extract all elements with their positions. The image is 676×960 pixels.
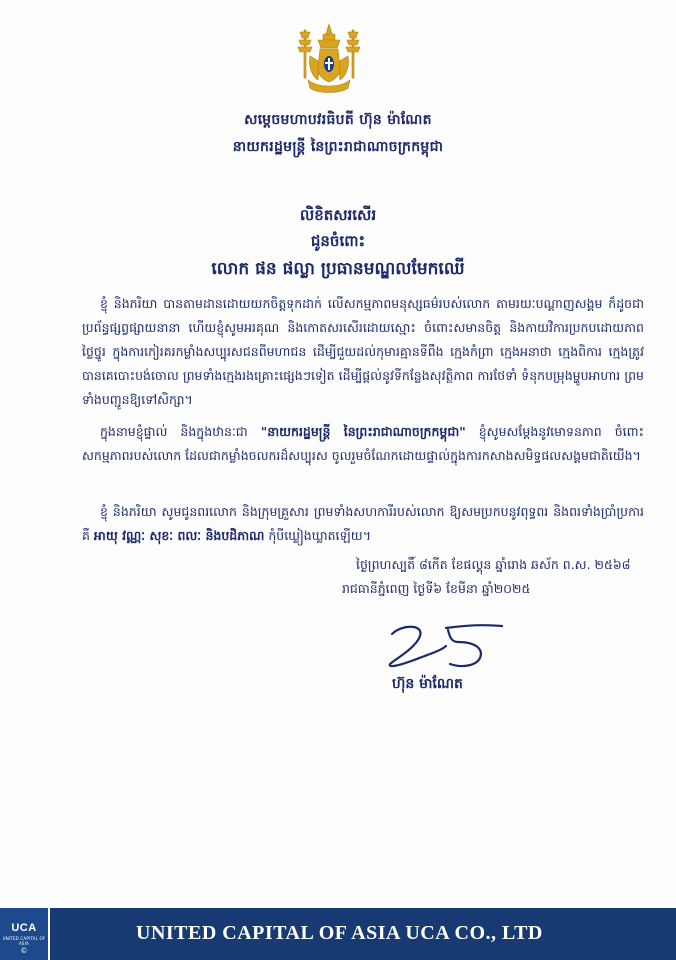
paragraph-2-suffix: ខ្ញុំសូមសម្តែងនូវមោទនភាព ចំពោះសកម្មភាពរបស់លោក ដែលជាកម្លាំងចលករដ៏សប្បុរស ចូលរួមចំណែកដោយផ្ទាល់ក្នុងការកសាងសមិទ្ធផលសង្គមជាតិយើង។ [82, 424, 645, 463]
solar-date-place: រាជធានីភ្នំពេញ ថ្ងៃទី៦ ខែមីនា ឆ្នាំ២០២៥ [342, 581, 531, 596]
lunar-date: ថ្ងៃព្រហស្បតិ៍ ៨កើត ខែផល្គុន ឆ្នាំរោង ឆស័ក ព.ស. ២៥៦៨ [356, 557, 631, 572]
handwritten-signature [384, 620, 508, 672]
body-paragraph-3 [82, 500, 644, 548]
paragraph-3-suffix: កុំបីឃ្លៀងឃ្លាតឡើយ។ [264, 528, 371, 543]
body-paragraph-1: ខ្ញុំ និងភរិយា បានតាមដានដោយយកចិត្តទុកដាក់ លើសកម្មភាពមនុស្សធម៌របស់លោក តាមរយៈបណ្តាញសង្គម ក៏ដូចជាប្រព័ន្ធផ្សព្វផ្សាយនានា ហើយខ្ញុំសូមអរគុណ និងកោតសរសើរដោយស្មោះ ចំពោះសមានចិត្ត និងកាយវិការប្រកបដោយភាពថ្លៃថ្នូរ ក្នុងការកៀរគរកម្លាំងសប្បុរសជនពីមហាជន ដើម្បីជួយដល់កុមារគ្មានទីពឹង ក្មេងកំព្រា ក្មេងអនាថា ក្មេងពិការ ក្មេងត្រូវបានគេបោះបង់ចោល ព្រមទាំងក្មេងរងគ្រោះផ្សេងៗទៀត ដើម្បីផ្តល់នូវទីកន្លែងសុវត្ថិភាព ការថែទាំ ទំនុកបម្រុងម្ហូបអាហារ ព្រមទាំងបញ្ជូនឱ្យទៅសិក្សា។ [82, 296, 644, 407]
body-paragraph-2 [82, 420, 644, 468]
footer-banner [0, 908, 676, 960]
uca-logo-subtitle: UNITED CAPITAL OF ASIA [2, 936, 46, 946]
signer-name: ហ៊ុន ម៉ាណែត [392, 676, 463, 692]
uca-logo [0, 908, 50, 960]
letter-title: លិខិតសរសើរ [299, 206, 377, 224]
sender-name: សម្តេចមហាបវរធិបតី ហ៊ុន ម៉ាណែត [244, 112, 432, 128]
royal-arms-emblem-icon [296, 22, 362, 96]
recipient-name: លោក ផន ផល្លា ប្រធានមណ្ឌលមែកឈើ [211, 259, 465, 279]
company-name: UNITED CAPITAL OF ASIA UCA CO., LTD [136, 922, 543, 944]
paragraph-3-prefix: ខ្ញុំ និងភរិយា សូមជូនពរលោក និងក្រុមគ្រួសារ ព្រមទាំងសហការីរបស់លោក ឱ្យសមប្រកបនូវពុទ្ធពរ និងពរទាំងប្រាំប្រការ គឺ [82, 504, 644, 543]
sender-title: នាយករដ្ឋមន្ត្រី នៃព្រះរាជាណាចក្រកម្ពុជា [232, 139, 444, 155]
paragraph-3-blessing-emphasis: អាយុ វណ្ណៈ សុខៈ ពលៈ និងបដិភាណ [93, 528, 265, 543]
uca-logo-text: UCA [11, 922, 37, 934]
paragraph-2-title-emphasis: "នាយករដ្ឋមន្ត្រី នៃព្រះរាជាណាចក្រកម្ពុជា" [260, 424, 466, 439]
copyright-icon: © [20, 947, 28, 955]
paragraph-2-prefix: ក្នុងនាមខ្ញុំផ្ទាល់ និងក្នុងឋានៈជា [100, 424, 261, 439]
letter-addressed-to: ជូនចំពោះ [310, 232, 366, 250]
